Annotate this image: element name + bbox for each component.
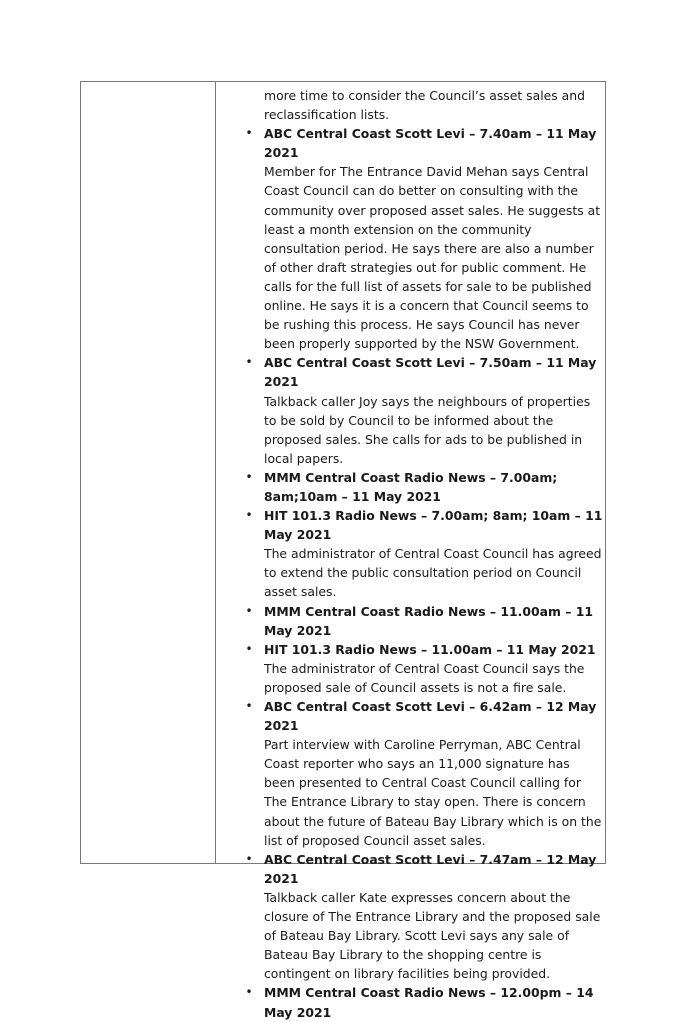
bullet-icon: •	[245, 851, 253, 866]
media-item-title: ABC Central Coast Scott Levi – 7.47am – 12 May 2021	[264, 851, 597, 886]
media-item-title: ABC Central Coast Scott Levi – 7.40am – 11 May 2021	[264, 126, 597, 161]
bullet-icon: •	[245, 469, 253, 484]
bullet-icon: •	[245, 126, 253, 141]
media-item-title: ABC Central Coast Scott Levi – 7.50am – 11 May 2021	[264, 355, 597, 390]
media-item-title: ABC Central Coast Scott Levi – 6.42am – 12 May 2021	[264, 699, 597, 734]
column-divider	[215, 82, 216, 863]
bullet-icon: •	[245, 603, 253, 618]
media-item-body: The administrator of Central Coast Council says the proposed sale of Council assets is not a fire sale.	[264, 660, 585, 695]
media-item-title: MMM Central Coast Radio News – 7.00am; 8am;10am – 11 May 2021	[264, 469, 558, 504]
media-item-title: MMM Central Coast Radio News – 12.00pm – 14 May 2021	[264, 985, 594, 1020]
media-item	[245, 468, 604, 506]
continuation-text: more time to consider the Council’s asset sales and reclassification lists.	[264, 88, 585, 123]
media-item	[245, 124, 604, 353]
media-item-title: HIT 101.3 Radio News – 7.00am; 8am; 10am – 11 May 2021	[264, 508, 603, 543]
media-item-title: MMM Central Coast Radio News – 11.00am – 11 May 2021	[264, 603, 593, 638]
media-items-cell	[245, 86, 604, 1022]
media-report-table	[80, 81, 606, 1020]
media-item-body: Member for The Entrance David Mehan says Central Coast Council can do better on consulting with the community over proposed asset sales. He suggests at least a month extension on the community consultation period. He says there are also a number of other draft strategies out for public comment. He calls for the full list of assets for sale to be published online. He says it is a concern that Council seems to be rushing this process. He says Council has never been properly supported by the NSW Government.	[264, 164, 601, 352]
media-item-body: Part interview with Caroline Perryman, ABC Central Coast reporter who says an 11,000 signature has been presented to Central Coast Council calling for The Entrance Library to stay open. There is concern about the future of Bateau Bay Library which is on the list of proposed Council asset sales.	[264, 737, 602, 848]
media-item	[245, 353, 604, 468]
bullet-icon: •	[245, 641, 253, 656]
media-item-body: Talkback caller Joy says the neighbours of properties to be sold by Council to be informed about the proposed sales. She calls for ads to be published in local papers.	[264, 393, 591, 466]
media-item	[245, 640, 604, 697]
media-item	[245, 850, 604, 984]
bullet-icon: •	[245, 699, 253, 713]
media-item	[245, 602, 604, 640]
media-item	[245, 506, 604, 601]
media-item	[245, 983, 604, 1021]
media-item	[245, 697, 604, 850]
bullet-icon: •	[245, 985, 253, 1000]
bullet-icon: •	[245, 355, 253, 370]
bullet-icon: •	[245, 508, 253, 523]
media-item-body: The administrator of Central Coast Council has agreed to extend the public consultation period on Council asset sales.	[264, 546, 602, 600]
media-item-body: Talkback caller Kate expresses concern about the closure of The Entrance Library and the proposed sale of Bateau Bay Library. Scott Levi says any sale of Bateau Bay Library to the shopping centre is contingent on library facilities being provided.	[264, 889, 601, 982]
media-item-title: HIT 101.3 Radio News – 11.00am – 11 May 2021	[264, 641, 596, 657]
